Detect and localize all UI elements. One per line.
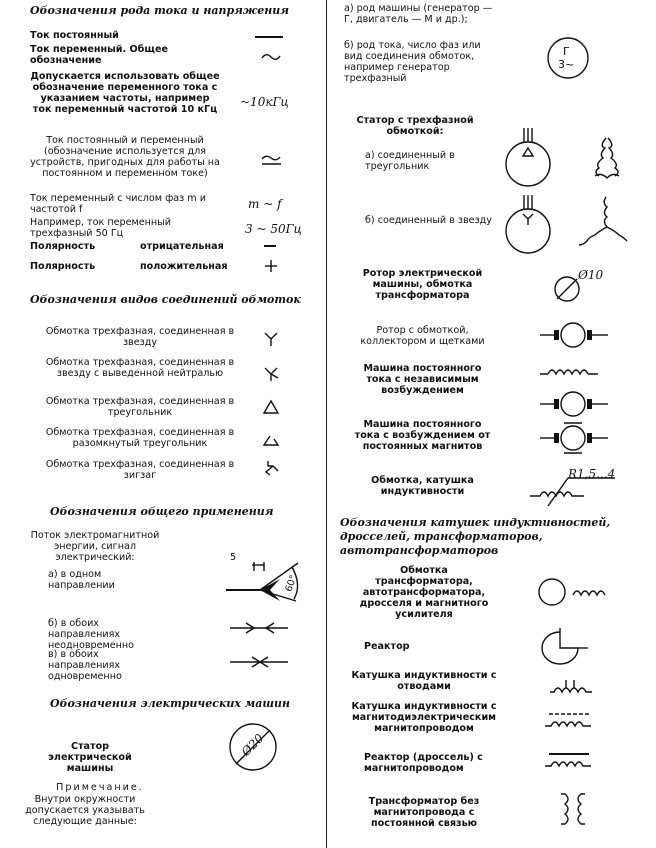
stator-delta-label: а) соединенный в треугольник — [365, 150, 455, 172]
open-delta-symbol — [264, 434, 280, 446]
reactor-label: Реактор — [364, 641, 410, 652]
stator-label: Статор электрической машины — [48, 741, 132, 774]
reactor-symbol — [540, 628, 590, 668]
delta-symbol — [264, 401, 278, 413]
flow-label: Поток электромагнитной энергии, сигнал электрический: — [30, 530, 160, 563]
machine-kind-a: а) род машины (генератор — Г, двигатель — М и др.); — [344, 3, 493, 25]
note-text: Внутри окружности допускается указывать следующие данные: — [25, 794, 145, 827]
dimension-60: 60° — [283, 573, 300, 594]
flow-b-label: б) в обоих направлениях неодновременно — [48, 618, 135, 651]
ac-freq-symbol: ~10кГц — [240, 95, 289, 109]
rotor-commutator-label: Ротор с обмоткой, коллектором и щетками — [360, 325, 485, 347]
polarity-neg-label: Полярность — [30, 241, 96, 252]
positive-symbol — [265, 260, 277, 272]
polarity-neg-kind: отрицательная — [140, 241, 224, 252]
stator-delta-symbol — [503, 126, 633, 196]
coil-taps-label: Катушка индуктивности с отводами — [351, 670, 497, 692]
example-label: Например, ток переменный трехфазный 50 Гц — [30, 217, 171, 239]
zigzag-symbol — [264, 460, 280, 478]
transformer-label: Трансформатор без магнитопровода с постоянной связью — [368, 796, 480, 829]
heading-winding-connections: Обозначения видов соединений обмоток — [30, 293, 301, 306]
heading-general: Обозначения общего применения — [50, 505, 274, 518]
dc-symbol — [255, 36, 285, 40]
rotor-label: Ротор электрической машины, обмотка трансформатора — [362, 268, 483, 301]
ac-symbol — [262, 52, 282, 62]
dc-independent-label: Машина постоянного тока с независимым возбуждением — [363, 363, 482, 396]
winding-star-neutral-label: Обмотка трехфазная, соединенная в звезду с выведенной нейтралью — [45, 357, 235, 379]
example-symbol: 3 ~ 50Гц — [245, 222, 302, 236]
flow-alternating-symbol — [230, 622, 290, 634]
coil-taps-symbol — [550, 678, 594, 696]
polarity-pos-kind: положительная — [140, 261, 228, 272]
choke-label: Реактор (дроссель) с магнитопроводом — [364, 752, 483, 774]
winding-open-delta-label: Обмотка трехфазная, соединенная в разомкнутый треугольник — [45, 427, 235, 449]
winding-star-label: Обмотка трехфазная, соединенная в звезду — [45, 326, 235, 348]
flow-c-label: в) в обоих направлениях одновременно — [48, 649, 122, 682]
transformer-winding-symbol — [537, 577, 607, 607]
acdc-label: Ток постоянный и переменный (обозначение используется для устройств, пригодных для работы на постоянном и переменном токе) — [30, 135, 220, 179]
coil-magnetodielectric-label: Катушка индуктивности с магнитодиэлектрическим магнитопроводом — [351, 701, 497, 734]
flow-a-label: а) в одном направлении — [48, 569, 115, 591]
acdc-symbol — [262, 154, 284, 166]
star-symbol — [264, 332, 278, 346]
stator-star-label: б) соединенный в звезду — [365, 215, 492, 226]
heading-current-types: Обозначения рода тока и напряжения — [30, 4, 290, 17]
transformer-winding-label: Обмотка трансформатора, автотрансформатора, дросселя и магнитного усилителя — [359, 565, 489, 620]
transformer-symbol — [555, 792, 591, 832]
ac-freq-label: Допускается использовать общее обозначение переменного тока с указанием частоты, например ток переменный частотой 10 кГц — [30, 71, 220, 115]
stator-dimension: Ø20 — [238, 731, 267, 759]
stator3-label: Статор с трехфазной обмоткой: — [356, 115, 474, 137]
flow-one-direction-symbol — [218, 555, 313, 615]
choke-symbol — [545, 752, 595, 768]
machine-kind-b: б) род тока, число фаз или вид соединения обмоток, например генератор трехфазный — [344, 40, 481, 84]
coil-magnetodielectric-symbol — [545, 712, 595, 728]
phases-label: Ток переменный с числом фаз m и частотой f — [30, 193, 206, 215]
negative-symbol — [264, 245, 278, 248]
rotor-dimension: Ø10 — [578, 268, 604, 282]
coil-dimension: R1,5...4 — [568, 467, 616, 481]
note-title: Примечание. — [56, 782, 144, 793]
winding-zigzag-label: Обмотка трехфазная, соединенная в зигзаг — [45, 459, 235, 481]
heading-electric-machines: Обозначения электрических машин — [50, 697, 291, 710]
dc-independent-symbol — [540, 364, 610, 420]
flow-bidirectional-symbol — [230, 656, 290, 668]
phases-symbol: m ~ f — [248, 197, 282, 211]
stator-star-symbol — [503, 193, 633, 263]
star-neutral-symbol — [264, 367, 280, 383]
dc-permanent-symbol — [540, 420, 610, 456]
polarity-pos-label: Полярность — [30, 261, 96, 272]
dimension-5: 5 — [230, 552, 237, 563]
generator-phases: 3~ — [558, 58, 575, 71]
ac-label: Ток переменный. Общее обозначение — [30, 44, 168, 66]
winding-delta-label: Обмотка трехфазная, соединенная в треугольник — [45, 396, 235, 418]
dc-label: Ток постоянный — [30, 30, 119, 41]
coil-label: Обмотка, катушка индуктивности — [371, 475, 474, 497]
column-divider — [326, 0, 327, 848]
generator-letter: Г — [563, 45, 570, 58]
heading-inductors: Обозначения катушек индуктивностей, дросселей, трансформаторов, автотрансформаторов — [340, 516, 611, 557]
dc-permanent-label: Машина постоянного тока с возбуждением от постоянных магнитов — [354, 419, 491, 452]
rotor-commutator-symbol — [540, 320, 610, 350]
